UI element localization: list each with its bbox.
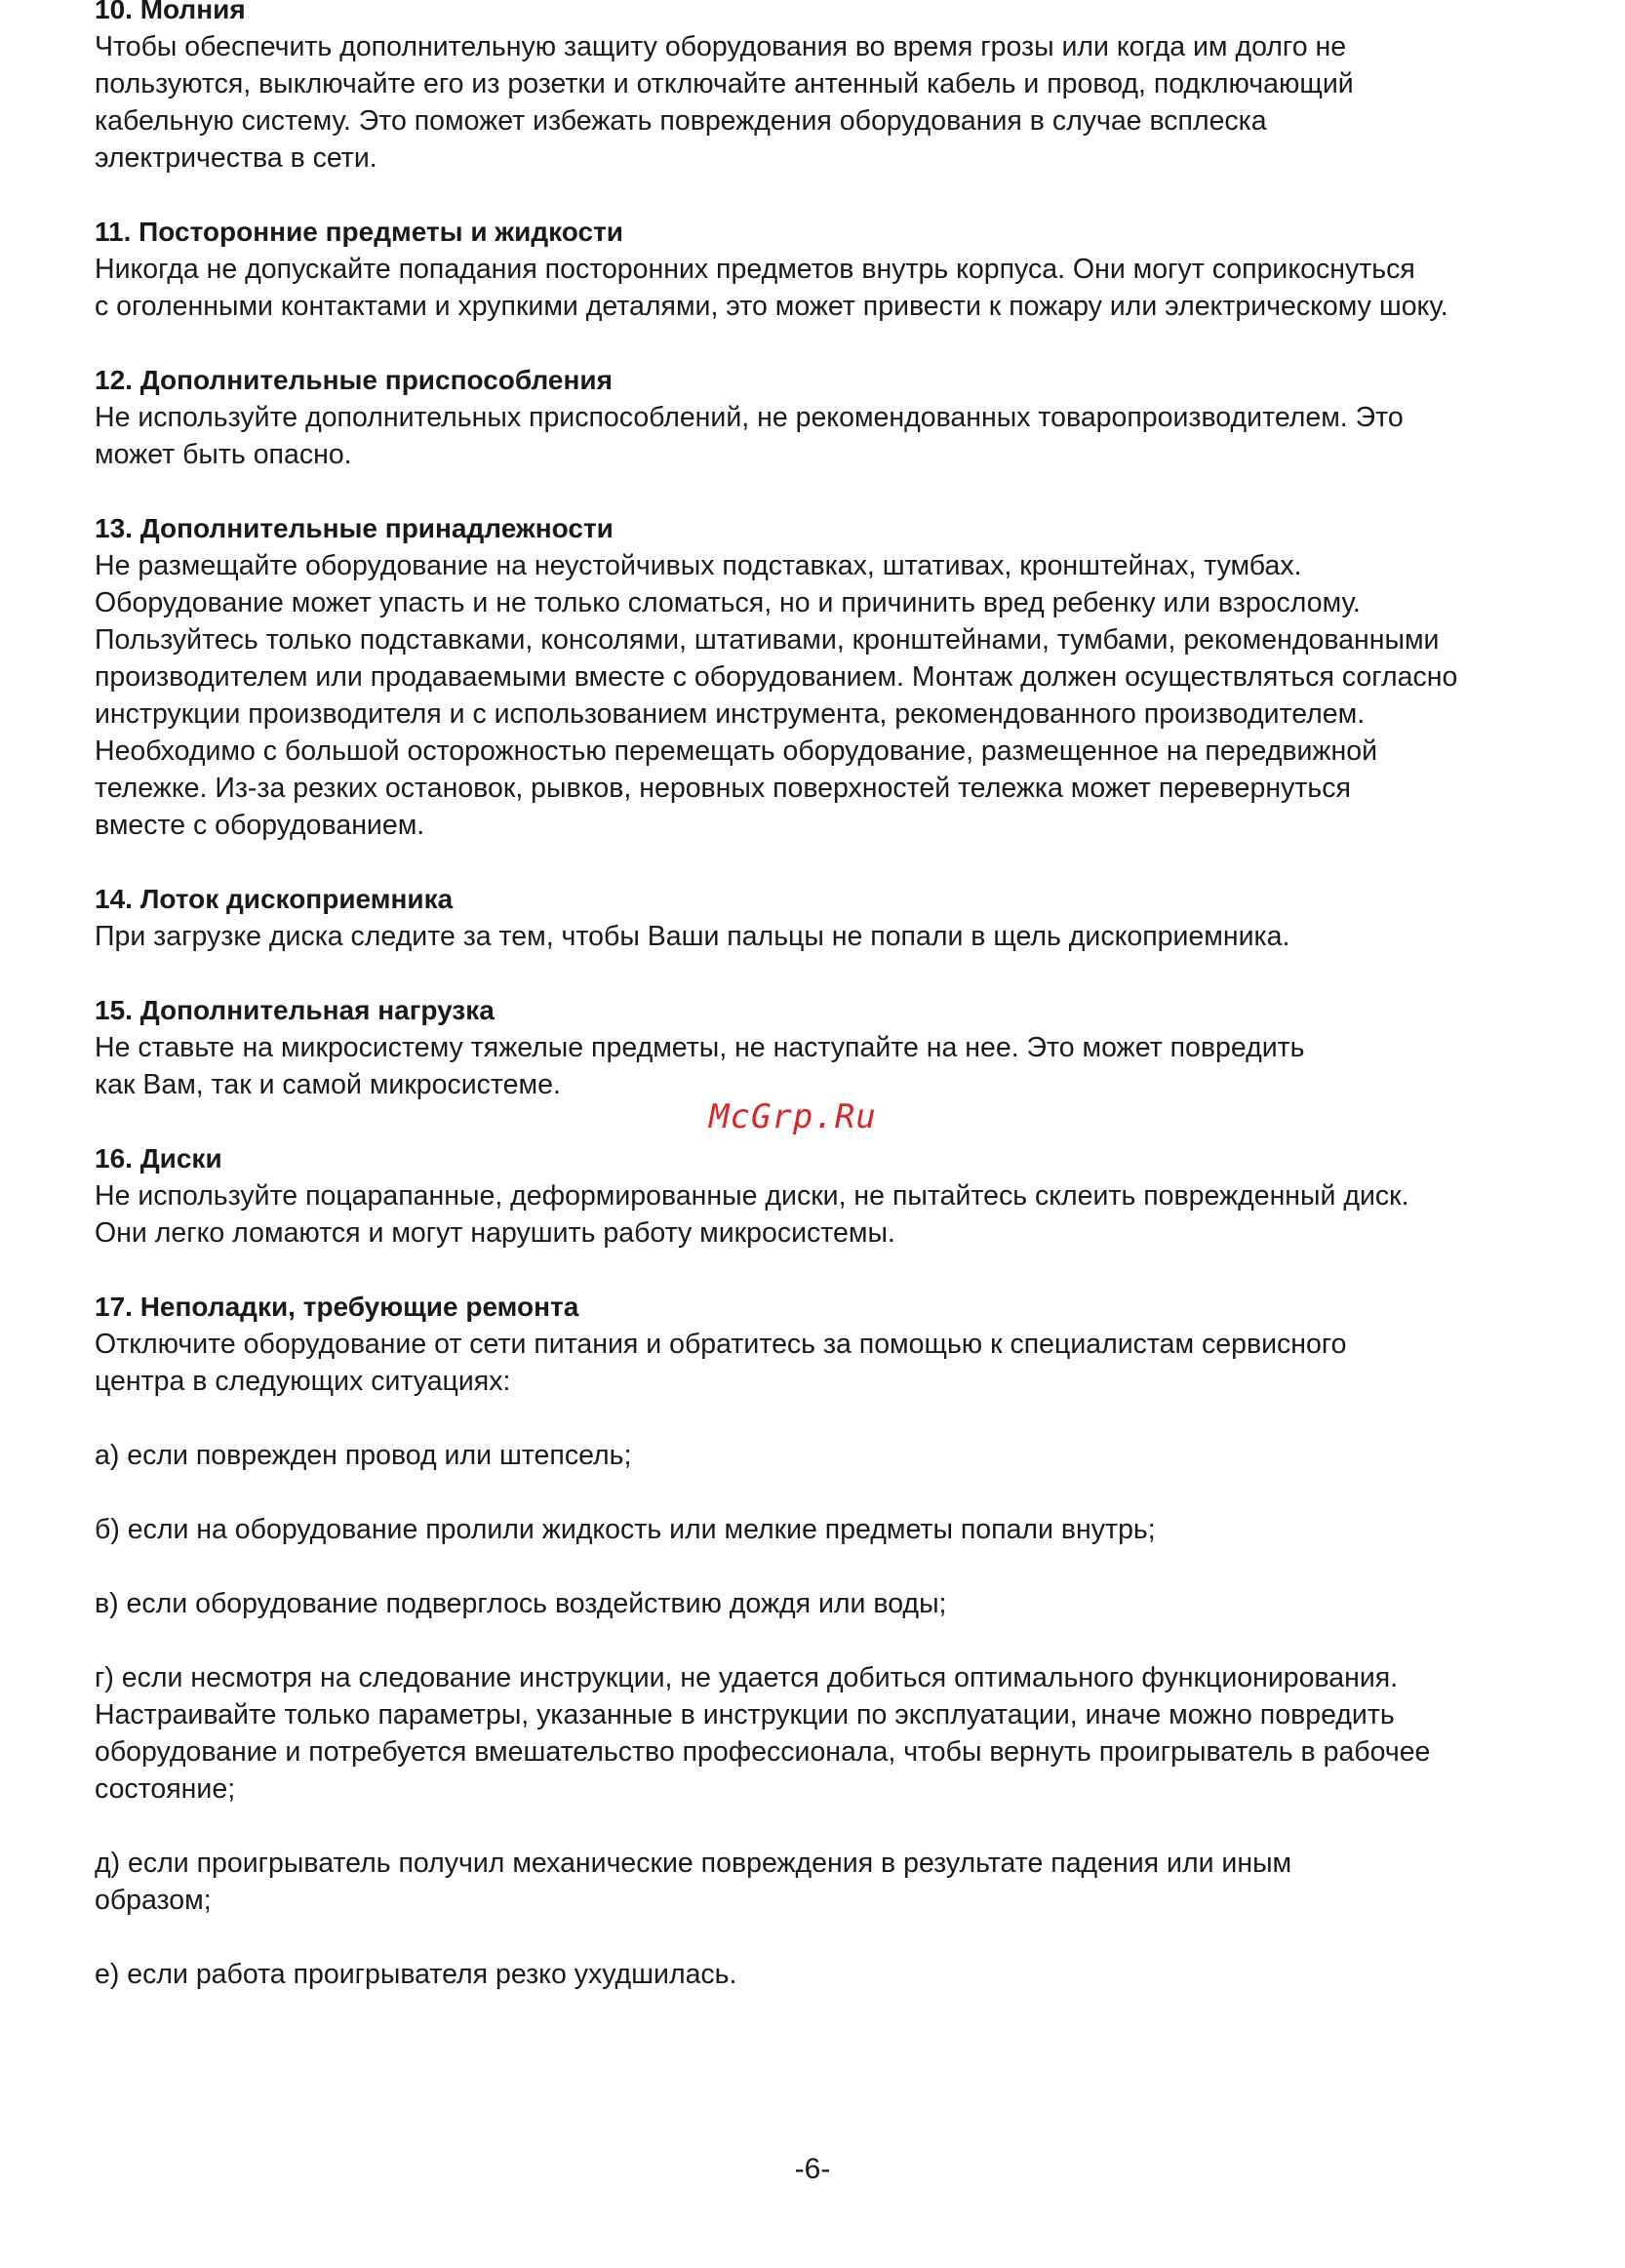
paragraph-line: электричества в сети. bbox=[95, 142, 377, 174]
paragraph-line: Не используйте дополнительных приспособлений, не рекомендованных товаропроизводителем. Это bbox=[95, 402, 1404, 433]
list-item-line: д) если проигрыватель получил механические повреждения в результате падения или иным bbox=[95, 1848, 1292, 1879]
section-title: 12. Дополнительные приспособления bbox=[95, 365, 613, 395]
page-number: -6- bbox=[794, 2153, 831, 2185]
section-16-discs bbox=[95, 1140, 1616, 1252]
paragraph-line: Чтобы обеспечить дополнительную защиту оборудования во время грозы или когда им долго не bbox=[95, 31, 1347, 62]
section-title: 16. Диски bbox=[95, 1143, 222, 1174]
list-item bbox=[95, 1585, 1616, 1622]
section-title: 13. Дополнительные принадлежности bbox=[95, 513, 614, 543]
list-item-line: е) если работа проигрывателя резко ухудшилась. bbox=[95, 1959, 737, 1990]
list-item-line: а) если поврежден провод или штепсель; bbox=[95, 1440, 632, 1471]
paragraph-line: Оборудование может упасть и не только сломаться, но и причинить вред ребенку или взрослому. bbox=[95, 587, 1361, 618]
section-13-accessories bbox=[95, 510, 1616, 844]
paragraph-line: Они легко ломаются и могут нарушить работу микросистемы. bbox=[95, 1217, 895, 1249]
list-item-line: в) если оборудование подверглось воздействию дождя или воды; bbox=[95, 1588, 947, 1619]
paragraph-line: кабельную систему. Это поможет избежать повреждения оборудования в случае всплеска bbox=[95, 105, 1267, 137]
section-10-lightning bbox=[95, 0, 1616, 177]
paragraph-line: Не размещайте оборудование на неустойчивых подставках, штативах, кронштейнах, тумбах. bbox=[95, 550, 1302, 581]
paragraph-line: Не используйте поцарапанные, деформированные диски, не пытайтесь склеить поврежденный диск. bbox=[95, 1180, 1409, 1212]
paragraph-line: Необходимо с большой осторожностью перемещать оборудование, размещенное на передвижной bbox=[95, 736, 1378, 767]
list-item bbox=[95, 1956, 1616, 1993]
list-item bbox=[95, 1659, 1616, 1808]
paragraph-line: производителем или продаваемыми вместе с оборудованием. Монтаж должен осуществляться согласно bbox=[95, 661, 1458, 693]
paragraph-line: центра в следующих ситуациях: bbox=[95, 1366, 511, 1397]
list-item bbox=[95, 1511, 1616, 1548]
list-item-line: состояние; bbox=[95, 1773, 236, 1805]
section-title: 14. Лоток дископриемника bbox=[95, 884, 454, 914]
section-title: 10. Молния bbox=[95, 0, 246, 24]
paragraph-line: как Вам, так и самой микросистеме. bbox=[95, 1069, 561, 1100]
list-item-line: образом; bbox=[95, 1885, 212, 1916]
paragraph-line: тележке. Из-за резких остановок, рывков, неровных поверхностей тележка может перевернуться bbox=[95, 773, 1351, 804]
paragraph-line: с оголенными контактами и хрупкими деталями, это может привести к пожару или электрическому шоку. bbox=[95, 291, 1448, 322]
section-11-foreign-objects bbox=[95, 214, 1616, 325]
section-12-attachments bbox=[95, 362, 1616, 473]
list-item bbox=[95, 1437, 1616, 1474]
paragraph-line: Никогда не допускайте попадания посторонних предметов внутрь корпуса. Они могут соприкоснуться bbox=[95, 254, 1415, 285]
list-item-line: г) если несмотря на следование инструкции, не удается добиться оптимального функционирования. bbox=[95, 1662, 1399, 1693]
paragraph-line: инструкции производителя и с использованием инструмента, рекомендованного производителем. bbox=[95, 698, 1366, 730]
paragraph-line: Пользуйтесь только подставками, консолями, штативами, кронштейнами, тумбами, рекомендованными bbox=[95, 624, 1440, 656]
paragraph-line: вместе с оборудованием. bbox=[95, 810, 425, 841]
section-title: 17. Неполадки, требующие ремонта bbox=[95, 1292, 579, 1322]
paragraph-line: пользуются, выключайте его из розетки и отключайте антенный кабель и провод, подключающий bbox=[95, 68, 1354, 99]
paragraph-line: Отключите оборудование от сети питания и обратитесь за помощью к специалистам сервисного bbox=[95, 1329, 1347, 1360]
paragraph-line: Не ставьте на микросистему тяжелые предметы, не наступайте на нее. Это может повредить bbox=[95, 1032, 1305, 1063]
paragraph-line: может быть опасно. bbox=[95, 439, 352, 470]
document-body bbox=[95, 0, 1616, 2030]
section-15-extra-load bbox=[95, 992, 1616, 1103]
list-item bbox=[95, 1845, 1616, 1919]
list-item-line: оборудование и потребуется вмешательство профессионала, чтобы вернуть проигрыватель в рабочее bbox=[95, 1736, 1431, 1768]
list-item-line: Настраивайте только параметры, указанные в инструкции по эксплуатации, иначе можно повредить bbox=[95, 1699, 1395, 1731]
section-14-disc-tray bbox=[95, 881, 1616, 955]
section-title: 15. Дополнительная нагрузка bbox=[95, 995, 495, 1025]
section-17-repair bbox=[95, 1289, 1616, 1993]
paragraph-line: При загрузке диска следите за тем, чтобы Ваши пальцы не попали в щель дископриемника. bbox=[95, 921, 1290, 952]
list-item-line: б) если на оборудование пролили жидкость или мелкие предметы попали внутрь; bbox=[95, 1514, 1156, 1545]
section-title: 11. Посторонние предметы и жидкости bbox=[95, 217, 624, 247]
watermark: McGrp.Ru bbox=[709, 1097, 877, 1136]
